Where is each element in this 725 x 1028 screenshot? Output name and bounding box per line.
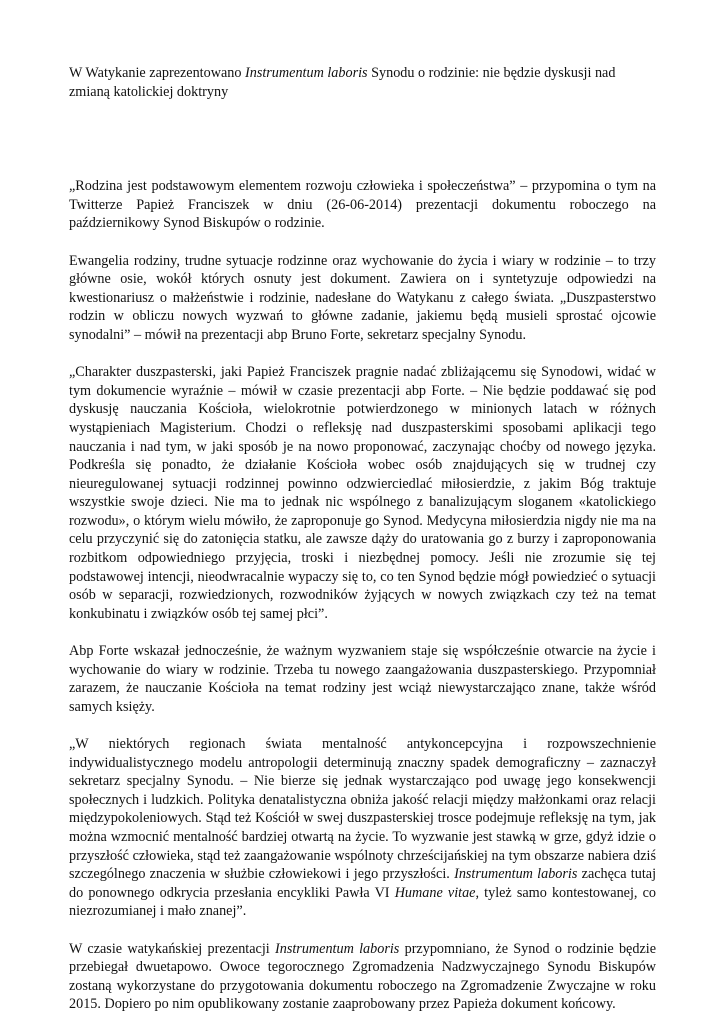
paragraph-3: „Charakter duszpasterski, jaki Papież Franciszek pragnie nadać zbliżającemu się Synodowi, widać w tym dokumencie wyraźnie – mówił w czasie prezentacji abp Forte. – Nie będzie poddawać się pod dyskusję nauczania Kościoła, wielokrotnie potwierdzonego w minionych latach w różnych wystąpieniach Magisterium. Chodzi o refleksję nad duszpasterskimi sposobami aplikacji tego nauczania i nad tym, w jaki sposób je na nowo proponować, zaczynając choćby od nowego języka. Podkreśla się ponadto, że działanie Kościoła wobec osób znajdujących się w trudnej czy nieuregulowanej sytuacji rodzinnej powinno odzwierciedlać miłosierdzie, z jakim Bóg traktuje wszystkie swoje dzieci. Nie ma to jednak nic wspólnego z banalizującym sloganem «katolickiego rozwodu», o którym wielu mówiło, że zaproponuje go Synod. Medycyna miłosierdzia nigdy nie ma na celu przyczynić się do zatonięcia statku, ale zawsze dąży do uratowania go z burzy i zaproponowania rozbitkom odpowiedniego przyjęcia, troski i niezbędnej pomocy. Jeśli nie zrozumie się tej podstawowej intencji, nieodwracalnie wypaczy się to, co ten Synod będzie mógł powiedzieć o sytuacji osób w separacji, rozwiedzionych, rozwodników żyjących w nowych związkach czy też na temat konkubinatu i związków osób tej samej płci”. [69, 364, 656, 622]
paragraph-5-text-end: , tyleż samo kontestowanej, co niezrozumianej i mało znanej”. [69, 884, 656, 920]
paragraph-5 [69, 735, 656, 921]
paragraph-1: „Rodzina jest podstawowym elementem rozwoju człowieka i społeczeństwa” – przypomina o tym na Twitterze Papież Franciszek w dniu (26-06-2014) prezentacji dokumentu roboczego na październikowy Synod Biskupów o rodzinie. [69, 178, 656, 232]
paragraph-2: Ewangelia rodziny, trudne sytuacje rodzinne oraz wychowanie do życia i wiary w rodzinie – to trzy główne osie, wokół których osnuty jest dokument. Zawiera on i syntetyzuje odpowiedzi na kwestionariusz o małżeństwie i rodzinie, nadesłane do Watykanu z całego świata. „Duszpasterstwo rodzin w obliczu nowych wyzwań to główne zadanie, jakiemu będą musieli sprostać ojcowie synodalni” – mówił na prezentacji abp Bruno Forte, sekretarz specjalny Synodu. [69, 252, 656, 343]
title-text-start: W Watykanie zaprezentowano [69, 65, 245, 81]
paragraph-5-text-middle: zachęca tutaj do ponownego odkrycia przesłania encykliki Pawła VI [69, 866, 657, 901]
paragraph-6-text-start: W czasie watykańskiej prezentacji [69, 940, 276, 957]
paragraph-6-italic-instrumentum: Instrumentum laboris [275, 940, 400, 957]
document-page [69, 64, 656, 1028]
title-italic-instrumentum: Instrumentum laboris [245, 65, 368, 81]
paragraph-6 [69, 940, 656, 1014]
paragraph-5-text: „W niektórych regionach świata mentalność antykoncepcyjna i rozpowszechnienie indywidualistycznego modelu antropologii determinują znaczny spadek demograficzny – zaznaczył sekretarz specjalny Synodu. – Nie bierze się jednak wystarczająco pod uwagę jego konsekwencji społecznych i ludzkich. Polityka denatalistyczna obniża jakość relacji między małżonkami oraz relacji międzypokoleniowych. Stąd też Kościół w swej duszpasterskiej trosce podejmuje refleksję na tym, jak można wzmocnić mentalność bardziej otwartą na życie. To wyzwanie jest stawką w grze, gdyż idzie o przyszłość człowieka, stąd też zaangażowanie wspólnoty chrześcijańskiej na tym obszarze nabiera dziś szczególnego znaczenia w służbie człowiekowi i jego przyszłości. [69, 736, 656, 883]
paragraph-5-italic-instrumentum: Instrumentum laboris [454, 866, 578, 883]
title-text-end: Synodu o rodzinie: nie będzie dyskusji nad zmianą katolickiej doktryny [69, 65, 616, 100]
article-title [69, 64, 656, 101]
paragraph-4: Abp Forte wskazał jednocześnie, że ważnym wyzwaniem staje się współcześnie otwarcie na życie i wychowanie do wiary w rodzinie. Trzeba tu nowego zaangażowania duszpasterskiego. Przypomniał zarazem, że nauczanie Kościoła na temat rodziny jest wciąż niewystarczająco znane, także wśród samych księży. [69, 643, 656, 715]
paragraph-6-text-end: przypomniano, że Synod o rodzinie będzie przebiegał dwuetapowo. Owoce tegorocznego Zgromadzenia Nadzwyczajnego Synodu Biskupów zostaną wykorzystane do przygotowania dokumentu roboczego na Zgromadzenie Zwyczajne w roku 2015. Dopiero po nim opublikowany zostanie zaaprobowany przez Papieża dokument końcowy. [69, 940, 656, 1013]
paragraph-5-italic-humane-vitae: Humane vitae [394, 884, 476, 901]
